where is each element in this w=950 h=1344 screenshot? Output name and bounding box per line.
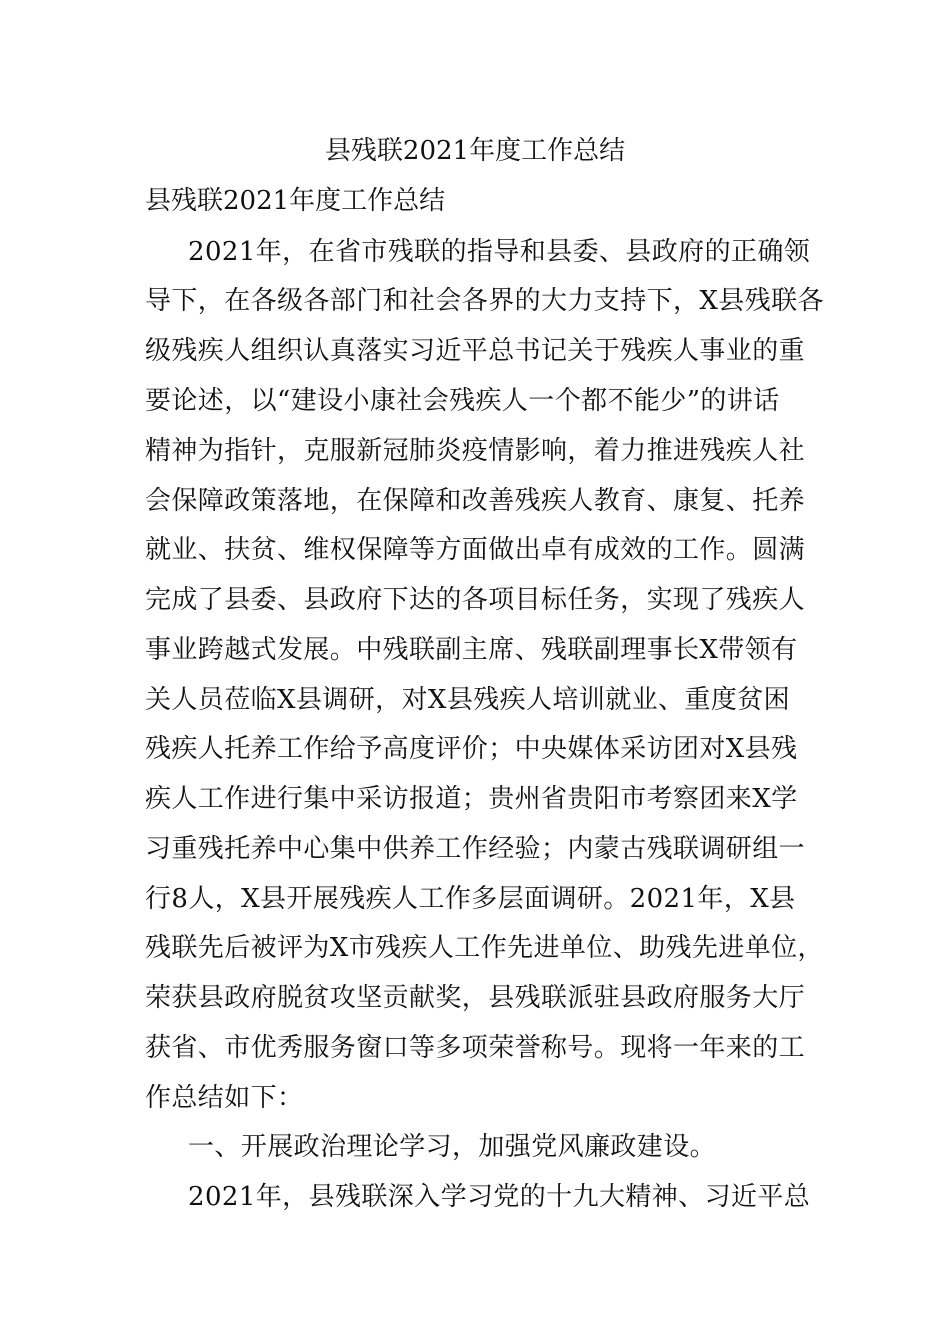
paragraph-line: 精神为指针，克服新冠肺炎疫情影响，着力推进残疾人社 [145,436,806,466]
paragraph-line: 事业跨越式发展。中残联副主席、残联副理事长X带领有 [145,635,798,665]
paragraph-line: 要论述，以“建设小康社会残疾人一个都不能少”的讲话 [145,386,780,416]
paragraph-line: 2021年，在省市残联的指导和县委、县政府的正确领 [188,237,811,267]
paragraph-line: 关人员莅临X县调研，对X县残疾人培训就业、重度贫困 [145,685,791,715]
paragraph-line: 2021年，县残联深入学习党的十九大精神、习近平总 [188,1182,811,1212]
paragraph-line: 级残疾人组织认真落实习近平总书记关于残疾人事业的重 [145,336,806,366]
paragraph-line: 习重残托养中心集中供养工作经验；内蒙古残联调研组一 [145,834,806,864]
paragraph-line: 荣获县政府脱贫攻坚贡献奖，县残联派驻县政府服务大厅 [145,983,806,1013]
paragraph-line: 导下，在各级各部门和社会各界的大力支持下，X县残联各 [145,286,824,316]
paragraph-line: 完成了县委、县政府下达的各项目标任务，实现了残疾人 [145,585,806,615]
document-title: 县残联2021年度工作总结 [324,136,626,166]
paragraph-line: 作总结如下： [145,1083,304,1113]
paragraph-line: 会保障政策落地，在保障和改善残疾人教育、康复、托养 [145,486,806,516]
paragraph-line: 获省、市优秀服务窗口等多项荣誉称号。现将一年来的工 [145,1033,806,1063]
paragraph-line: 行8人，X县开展残疾人工作多层面调研。2021年，X县 [145,884,796,914]
paragraph-line: 疾人工作进行集中采访报道；贵州省贵阳市考察团来X学 [145,784,798,814]
paragraph-line: 残联先后被评为X市残疾人工作先进单位、助残先进单位， [145,933,824,963]
paragraph-line: 残疾人托养工作给予高度评价；中央媒体采访团对X县残 [145,734,798,764]
document-subtitle: 县残联2021年度工作总结 [145,186,446,216]
paragraph-line: 就业、扶贫、维权保障等方面做出卓有成效的工作。圆满 [145,535,806,565]
section-heading: 一、开展政治理论学习，加强党风廉政建设。 [188,1132,717,1162]
